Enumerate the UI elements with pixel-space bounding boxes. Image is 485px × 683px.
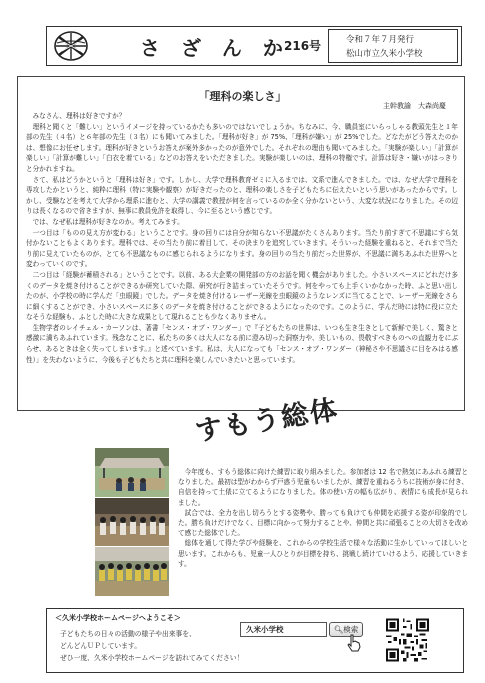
sumo-paragraph: 今年度も、すもう総体に向けた練習に取り組みました。参加者は 12 名で熱気にあふれる練習となりました。最初は型がわからず戸惑う児童もいましたが、練習を重ねるうちに技術が身に付き、自信を持って土俵に立てるようになりました。体の使い方の幅も広がり、表情にも成長が見られました。 — [178, 468, 468, 507]
search-button-label: 検索 — [343, 625, 359, 634]
article-paragraph: 二つ目は「経験が蓄積される」ということです。以前、ある大企業の開発部の方のお話を聞く機会がありました。小さいスペースにどれだけ多くのデータを焼き付けることができるか研究していた際、研究が行き詰まっていたそうです。何をやっても上手くいかなかった時、ふと思い出したのが、小学校の時に学んだ「虫眼鏡」でした。データを焼き付けるレーザー光線を虫眼鏡のようなレンズに当てることで、レーザー光線をさらに細くすることができ、小さいスペースに多くのデータを焼き付けることができるようになったのです。このように、学んだ時には特に役に立たなそうな経験も、ふとした時に大きな成果として現れることも少なくありません。 — [26, 270, 458, 322]
article-paragraph: みなさん、理科は好きですか？ — [32, 112, 126, 120]
newsletter-title: さ ざ ん か — [140, 36, 290, 60]
article-paragraph: 一つ目は「ものの見え方が変わる」ということです。身の回りには自分が知らない不思議がたくさんあります。当たり前すぎて不思議にすら気付かないこともよくあります。理科では、その当たり前に着目して、その決まりを追究していきます。そういった経験を重ねると、それまで当たり前に見えていたものが、とても不思議なものに感じられるようになります。身の回りの当たり前だった世界が、不思議に満ちあふれた世界へと変わっていくのです。 — [26, 228, 458, 269]
hand-cursor-icon — [346, 634, 362, 652]
photo-children — [95, 547, 169, 596]
sumo-photos — [95, 448, 169, 596]
search-input[interactable]: 久米小学校 — [240, 622, 327, 637]
footer-line: 子どもたちの日々の活動の様子や出来事を、 — [60, 630, 196, 638]
photo-group — [95, 498, 169, 546]
footer-line: どんどんＵＰしています。 — [60, 642, 142, 650]
sumo-paragraph: 総体を通して得た学びや経験を、これからの学校生活で様々な活動に生かしていってほしいと思います。これからも、児童一人ひとりが目標を持ち、挑戦し続けていけるよう、応援していきます。 — [178, 539, 468, 568]
footer-line: ぜひ一度、久米小学校ホームページを訪れてみてください！ — [60, 654, 244, 662]
photo-ring-outdoor — [95, 448, 169, 497]
issue-date: 令和７年７月発行 — [346, 35, 415, 45]
sumo-heading: すもう総体 — [193, 394, 342, 448]
article-paragraph: 生物学者のレイチェル・カーソンは、著書「センス・オブ・ワンダー」で『子どもたちの世界は、いつも生き生きとして新鮮で美しく、驚きと感激に満ちあふれています。残念なことに、私たちの多くは大人になる前に澄み切った洞察力や、美しいもの、畏敬すべきものへの直観力をにぶらせ、あるときは全く失ってしまいます。』と述べています。私は、大人になっても「センス・オブ・ワンダー（神秘さや不思議さに目をみはる感性）」を失わないように、今後も子どもたちと共に理科を楽しんでいきたいと思っています。 — [26, 323, 458, 364]
footer-heading: ＜久米小学校ホームページへようこそ＞ — [55, 614, 181, 622]
school-emblem-icon — [53, 29, 89, 63]
search-icon: 🔍︎ — [333, 625, 344, 634]
article-paragraph: さて、私はどうかというと「理科は好き」です。しかし、大学で理科教育ゼミに入るまでは、文系で進んできました。では、なぜ大学で理科を専攻したかというと、純粋に理科（特に実験や観察）が好きだったのと、理科の楽しさを子どもたちに伝えたいという思いがあったからです。しかし、受験などを考えて大学から理系に進むと、大学の講義で教授が何を言っているのか全く分かないという、大変な状況になりました。その辺りは長くなるので省きますが、無事に教員免許を取得し、今に至るという感じです。 — [26, 175, 458, 216]
article-title: 「理科の楽しさ」 — [198, 90, 287, 103]
article-paragraph: 理科と聞くと「難しい」というイメージを持っているかたも多いのではないでしょうか。ちなみに、今、職員室にいらっしゃる教頭先生と１年部の先生（４名）と６年部の先生（３名）にも聞いてみました。「理科が好き」が 75%、「理科が嫌い」が 25%でした。どなたがどう答えたのかは、想像にお任せします。理科が好きというお答えが案外多かったのが意外でした。それぞれの理由も聞いてみました。「実験が楽しい」「計算が楽しい」「計算が難しい」「白衣を着ている」などのお答えをいただきました。実験が楽しいのは、理科の特権です。計算は好き・嫌いがはっきりと分かれますね。 — [26, 122, 458, 173]
article-body — [26, 111, 458, 365]
sumo-article-body — [178, 467, 468, 569]
issue-number: 216号 — [284, 39, 322, 53]
school-name: 松山市立久米小学校 — [346, 49, 423, 59]
article-paragraph: では、なぜ私は理科が好きなのか。考えてみます。 — [32, 217, 184, 226]
sumo-paragraph: 試合では、全力を出し切ろうとする姿勢や、勝っても負けても仲間を応援する姿が印象的でした。勝ち負けだけでなく、目標に向かって努力することや、仲間と共に頑張ることの大切さを改めて感じた総体でした。 — [178, 508, 468, 538]
article-author: 主幹教諭 大森尚慶 — [383, 102, 446, 110]
qr-code-icon[interactable] — [384, 614, 431, 666]
